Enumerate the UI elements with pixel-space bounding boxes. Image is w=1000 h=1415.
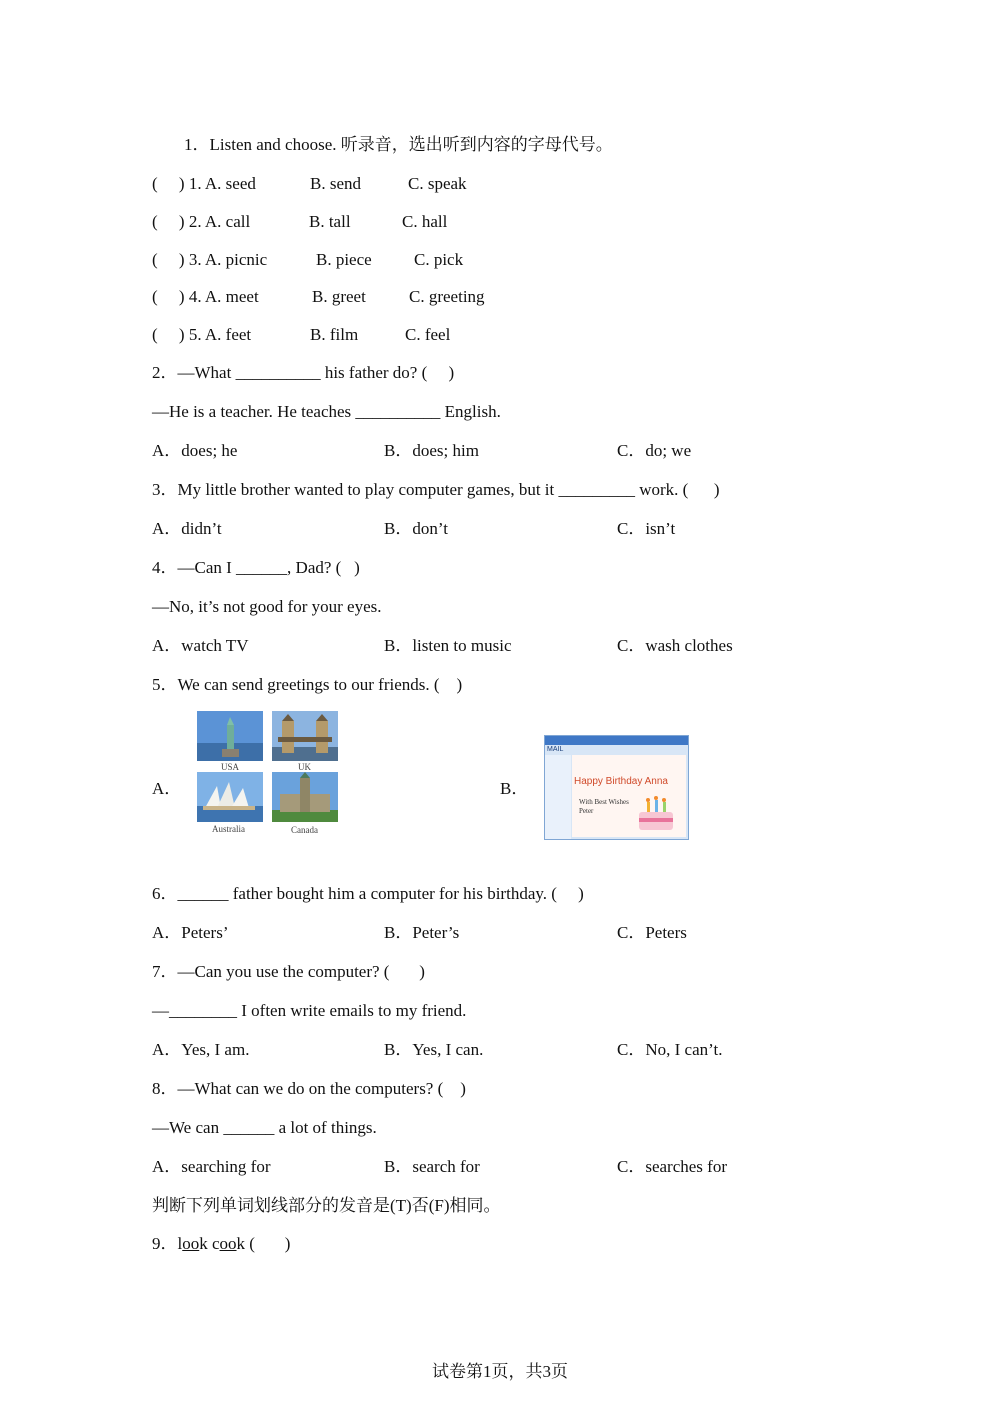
- q2-option-a: A．does; he: [152, 441, 238, 460]
- q1-item-5-b: B. film: [310, 325, 359, 344]
- email-screenshot: [544, 735, 689, 840]
- q1-item-4-b: B. greet: [312, 287, 366, 306]
- q6-option-c: C．Peters: [617, 923, 687, 942]
- q7-reply: —________ I often write emails to my friend.: [152, 1001, 467, 1020]
- q7-option-b: B．Yes, I can.: [384, 1040, 484, 1059]
- q4-reply: —No, it’s not good for your eyes.: [152, 597, 382, 616]
- q6-option-a: A．Peters’: [152, 923, 229, 942]
- canada-photo: [272, 772, 338, 822]
- email-card-title: Happy Birthday Anna: [574, 776, 668, 787]
- q6-stem: 6．______ father bought him a computer for his birthday. ( ): [152, 884, 584, 903]
- q2-reply: —He is a teacher. He teaches __________ English.: [152, 402, 501, 421]
- q8-stem: 8．—What can we do on the computers? ( ): [152, 1079, 466, 1098]
- q1-item-5-c: C. feel: [405, 325, 451, 344]
- q4-option-b: B．listen to music: [384, 636, 512, 655]
- q1-item-3-b: B. piece: [316, 250, 372, 269]
- email-card-line2: Peter: [579, 807, 594, 815]
- q5-option-a: A．: [152, 779, 182, 798]
- australia-photo: [197, 772, 263, 822]
- uk-photo: [272, 711, 338, 761]
- caption-canada: Canada: [291, 825, 318, 835]
- q2-option-c: C．do; we: [617, 441, 692, 460]
- q1-item-2-a: ( ) 2. A. call: [152, 212, 251, 231]
- q1-item-3-c: C. pick: [414, 250, 464, 269]
- q9-word1-end: k: [199, 1234, 208, 1253]
- birthday-cake-icon: [633, 794, 679, 834]
- q2-stem: 2．—What __________ his father do? ( ): [152, 363, 455, 382]
- q4-stem: 4．—Can I ______, Dad? ( ): [152, 558, 360, 577]
- q3-stem: 3．My little brother wanted to play computer games, but it _________ work. ( ): [152, 480, 720, 499]
- q3-option-a: A．didn’t: [152, 519, 222, 538]
- email-titlebar: [545, 736, 688, 745]
- q1-item-4-c: C. greeting: [409, 287, 485, 306]
- q1-item-1-c: C. speak: [408, 174, 467, 193]
- q4-option-c: C．wash clothes: [617, 636, 733, 655]
- caption-usa: USA: [221, 762, 240, 772]
- q6-option-b: B．Peter’s: [384, 923, 460, 942]
- q1-item-1-a: ( ) 1. A. seed: [152, 174, 256, 193]
- q2-option-b: B．does; him: [384, 441, 479, 460]
- q1-item-1-b: B. send: [310, 174, 361, 193]
- caption-uk: UK: [298, 762, 311, 772]
- email-header: MAIL: [547, 746, 564, 753]
- q5-option-b: B．: [500, 779, 529, 798]
- q1-item-4-a: ( ) 4. A. meet: [152, 287, 259, 306]
- q8-option-a: A．searching for: [152, 1157, 271, 1176]
- email-card-line1: With Best Wishes: [579, 798, 629, 806]
- q8-reply: —We can ______ a lot of things.: [152, 1118, 377, 1137]
- q8-option-b: B．search for: [384, 1157, 480, 1176]
- usa-photo: [197, 711, 263, 761]
- q1-item-3-a: ( ) 3. A. picnic: [152, 250, 268, 269]
- q8-option-c: C．searches for: [617, 1157, 727, 1176]
- q9-word1-start: l: [177, 1234, 183, 1253]
- q4-option-a: A．watch TV: [152, 636, 249, 655]
- q1-item-2-c: C. hall: [402, 212, 448, 231]
- section-heading: 判断下列单词划线部分的发音是(T)否(F)相同。: [152, 1196, 501, 1215]
- q9-word2-end: k: [236, 1234, 246, 1253]
- q7-option-c: C．No, I can’t.: [617, 1040, 723, 1059]
- q3-option-c: C．isn’t: [617, 519, 676, 538]
- email-sidebar: [545, 755, 571, 839]
- q9-word1-underlined: oo: [182, 1234, 200, 1253]
- q7-stem: 7．—Can you use the computer? ( ): [152, 962, 425, 981]
- q9-answer-bracket: ( ): [245, 1234, 291, 1253]
- q9-word2-underlined: oo: [219, 1234, 237, 1253]
- caption-australia: Australia: [212, 824, 245, 834]
- q1-item-2-b: B. tall: [309, 212, 351, 231]
- q1-title: 1．Listen and choose. 听录音，选出听到内容的字母代号。: [184, 135, 613, 154]
- q9-word2-start: c: [211, 1234, 220, 1253]
- page-footer: 试卷第1页，共3页: [432, 1362, 568, 1381]
- q1-item-5-a: ( ) 5. A. feet: [152, 325, 252, 344]
- q9-line: [152, 1234, 290, 1254]
- q5-stem: 5．We can send greetings to our friends. ( ): [152, 675, 463, 694]
- q9-number: 9．: [152, 1234, 178, 1253]
- q7-option-a: A．Yes, I am.: [152, 1040, 250, 1059]
- q3-option-b: B．don’t: [384, 519, 448, 538]
